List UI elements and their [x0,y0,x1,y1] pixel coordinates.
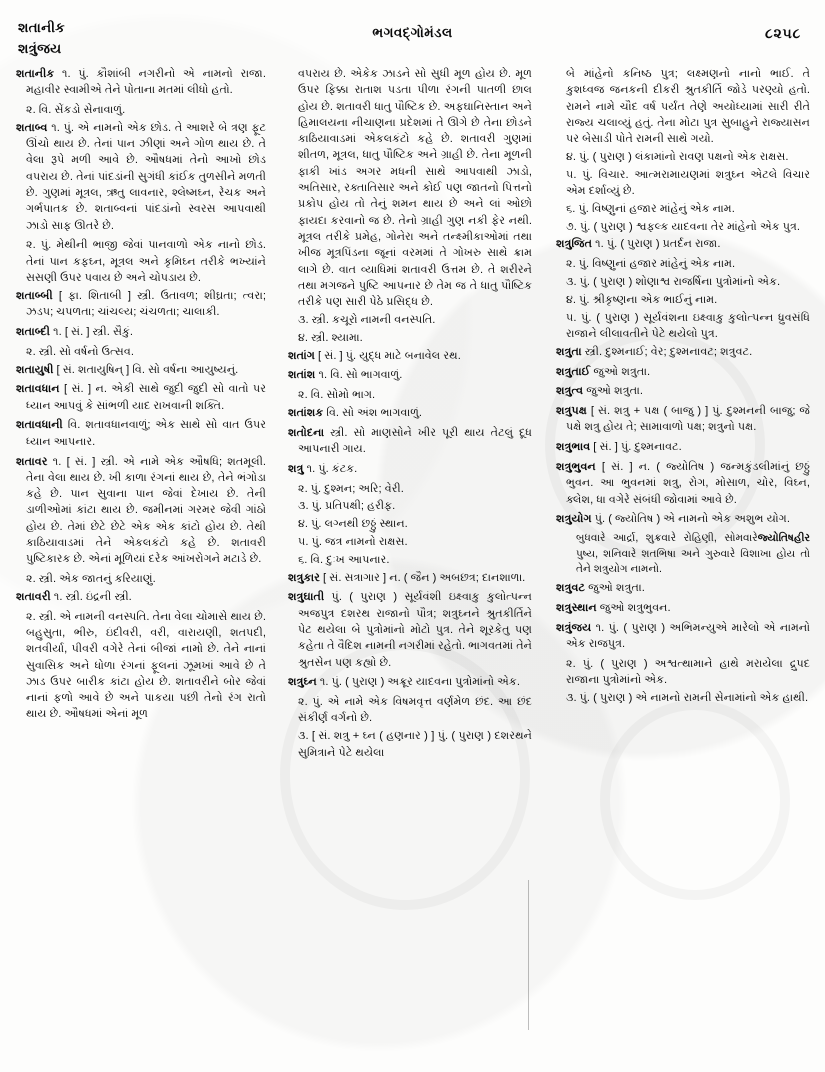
entry-headword: શત્રુસ્થાન [556,602,597,615]
entry-sense-text: ૨. સ્ત્રી. સો વર્ષનો ઉત્સવ. [26,345,134,358]
column-separator-rule [528,880,529,1030]
entry-sense [556,256,810,272]
dictionary-entry [556,383,810,399]
dictionary-entry [556,236,810,252]
dictionary-entry [556,459,810,508]
entry-sense-text: ૫. પું. જત્ર નામનો રાક્ષસ. [298,536,408,549]
continued-text-body: વપરાય છે. એકેક ઝાડને સો સુધી મૂળ હોય છે. મૂળ ઉપર ફિક્કા રાતાશ પડતા પીળા રંગની પાતળી છાલ હોય છે. શતાવરી ધાતુ પૌષ્ટિક છે. અફઘાનિસ્તાન અને હિમાલયના નીચાણના પ્રદેશમાં તે ઊગે છે તેના છોડને કાઠિયાવાડમાં એકલકંટો કહે છે. શતાવરી ગુણમાં શીતળ, મૂત્રલ, ધાતુ પૌષ્ટિક અને ગ્રાહી છે. તેના મૂળની ફાકી ખાંડ અગર મધની સાથે આપવાથી ઝાડો, અતિસાર, રક્તાતિસાર અને કોઈ પણ જાતનો પિત્તનો પ્રકોપ હોય તો તેનું શમન થાય છે અને લાં ઓછો ફાયદા કરવાનો જ છે. તેનો ગ્રાહી ગુણ નકી ફેર નથી. મૂત્રલ તરીકે પ્રમેહ, ગોનેરા અને તન્ક્ષ્મીકાઓમાં તથા ખીજ મૂત્રપિંડના જૂનાં વરમમાં તે ગોખરુ સાથે ક્રામ લાગે છે. વાત વ્યાધિમાં શતાવરી ઉત્તમ છે. તે શરીરને તથા મગજને પુષ્ટિ આપનાર છે તેમ જ તે ધાતુ પૌષ્ટિક તરીકે પણ સારી પેઠે પ્રસિદ્ધ છે. [298,68,532,309]
dictionary-entry [16,66,266,99]
entry-definition: પું. ( પુરાણ ) સૂર્યવંશી ઇક્ષ્વાકુ કુલોત્પન્ન અજપુત્ર દશરથ રાજાનો પૌત્ર; શત્રુઘ્નને શ્રુતકીર્તિને પેટ થયેલા બે પુત્રોમાંનો મોટો પુત્ર. તેને શૂરકેતુ પણ કહેતા તે વૈદિશ નામની નગરીમાં રહેતો. ભાગવતમાં તેને શ્રુતસેન પણ કહ્યો છે. [298,591,532,669]
running-head [18,18,807,62]
entry-definition: [ સં. ] ન. ( જ્યોતિષ ) જન્મકુંડલીમાંનું છઠ્ઠું ભુવન. આ ભુવનમાં શત્રુ, રોગ, મોસાળ, ચોર, વિઘ્ન, ક્લેશ, ધા વગેરે સંબંધી જોવામાં આવે છે. [566,461,810,506]
entry-definition: ૧. પું. ( પુરાણ ) અક્રૂર યાદવના પુત્રોમાંનો એક. [316,676,520,689]
dictionary-entry [16,417,266,450]
entry-headword: શત્રુતાઈ [556,365,591,378]
entry-headword: શતાવરી [16,590,51,603]
entry-sense [288,534,532,550]
entry-sense-text: ૨. પું. વિષ્ણુનાં હજાર માંહેનું એક નામ. [566,258,736,271]
dictionary-entry [16,381,266,414]
entry-sense-text: ૨. પું. ( પુરાણ ) અશ્વત્થામાને હાથે મરાયેલા દ્રુપદ રાજાના પુત્રોમાંનો એક. [566,658,810,687]
column-2 [278,66,544,1064]
entry-definition: પું. ( જ્યોતિષ ) એ નામનો એક અશુભ યોગ. [591,513,790,526]
entry-definition: ૧. પું. કંટક. [303,462,358,475]
entry-definition: જુઓ શત્રુતા. [583,385,643,398]
entry-headword: શતાવધાની [16,419,63,432]
dictionary-entry [556,600,810,616]
dictionary-entry [556,439,810,455]
entry-definition: ૧. સ્ત્રી. ઇંદ્રની સ્ત્રી. [50,590,132,603]
entry-definition: ૧. વિ. સો ભાગવાળું. [315,369,403,382]
entry-sense-text: ૩. પું. ( પુરાણ ) શોણાશ્વ રાજર્ષિના પુત્રોમાંનો એક. [566,276,781,289]
running-head-left-line1: શતાનીક [18,20,65,35]
entry-definition: વિ. સો અંશ ભાગવાળું. [323,406,423,419]
entry-definition: [ સં. શતાયુષિન્ ] વિ. સો વર્ષના આયુષ્યનું. [53,363,239,376]
entry-sense-text: ૨. સ્ત્રી. એક જાતનું કરિયાણું. [26,573,156,586]
entry-sense-text: ૪. પું. લગ્નથી છઠ્ઠું સ્થાન. [298,518,408,531]
entry-sense [556,292,810,308]
entry-sense-text: ૨. પું. દુશ્મન; અરિ; વેરી. [298,482,404,495]
entry-sense-text: ૩. સ્ત્રી. કચૂરો નામની વનસ્પતિ. [298,313,436,326]
dictionary-entry [556,344,810,360]
entry-sense [288,694,532,727]
dictionary-entry [16,120,266,234]
entry-quotation [556,531,810,577]
entry-headword: શતાંશ [288,369,316,382]
entry-headword: શતાંશક [288,406,324,419]
text-columns [16,66,813,1064]
dictionary-entry [288,367,532,383]
entry-headword: શતાંગ [288,349,315,362]
entry-headword: શત્રુતા [556,345,582,358]
entry-headword: શત્રુંજય [556,622,592,635]
quotation-text: બુધવારે આર્દ્રા, શુક્રવારે રોહિણી, સોમવારે પુષ્ય, શનિવારે શતભિષા અને ગુરુવારે વિશાખા હોય તો તેને શત્રુયોગ નામનો. [576,532,810,576]
entry-sense [288,728,532,761]
page-number: ૮૨૫૮ [764,25,801,41]
entry-headword: શતાવધાન [16,383,60,396]
dictionary-entry [288,348,532,364]
entry-sense-text: ૪. પું. શ્રીકૃષ્ણના એક ભાઈનું નામ. [566,293,718,306]
entry-sense [16,237,266,286]
entry-headword: શત્રુત્વ [556,385,584,398]
entry-sense-text: ૪. પું. ( પુરાણ ) લંકામાંનો રાવણ પક્ષનો એક રાક્ષસ. [566,150,789,163]
dictionary-entry [16,454,266,568]
entry-headword: શતાબ્દી [16,325,51,338]
dictionary-entry [288,589,532,670]
entry-headword: શતાયુષી [16,363,54,376]
entry-sense-text: ૨. વિ. સોમો ભાગ. [298,389,376,402]
entry-headword: શત્રુપક્ષ [556,405,587,418]
entry-headword: શત્રુ [288,462,304,475]
entry-definition: [ સં. ] પું. યુદ્ધ માટે બનાવેલ રથ. [314,349,461,362]
dictionary-entry [16,288,266,321]
dictionary-entry [288,405,532,421]
book-title: ભગવદ્‌ગોમંડલ [372,25,453,40]
dictionary-entry [556,580,810,596]
entry-definition: [ ફા. શિતાબી ] સ્ત્રી. ઉતાવળ; શીઘ્રતા; ત્વરા; ઝડપ; ચપળતા; ચાંચલ્ય; ચંચળતા; ચાલાકી. [26,289,266,319]
entry-definition: ૧. [ સં. ] સ્ત્રી. એ નામે એક ઔષધિ; શતમૂલી. તેના વેલા થાય છે. ખી કાળા રંગનાં થાય છે, તેને ભંગોડા કહે છે. પાન સુવાના પાન જેવાં દેખાય છે. તેની ડાળીઓમાં કાંટા થાય છે. જમીનમાં ગરમર જેવી ગાંઠો હોય છે. તેમાં છેટે છેટે એક એક કાંટો હોય છે. તેથી કાઠિયાવાડમાં તેને એકલકંટો કહે છે. શતાવરી પુષ્ટિકારક છે. એનાં મૂળિયાં દરેક આંખરોગને મટાડે છે. [26,455,266,566]
entry-headword: શત્રુભુવન [556,461,596,474]
entry-headword: શતાનીક [16,68,55,80]
entry-headword: શત્રુઘ્ન [288,676,317,689]
entry-headword: શત્રુવટ [556,582,585,595]
continued-text [288,66,532,310]
entry-sense [16,344,266,360]
entry-sense [16,571,266,587]
entry-sense [556,149,810,165]
entry-headword: શતાવર [16,455,48,468]
entry-definition: જુઓ શત્રુભુવન. [596,602,671,615]
entry-headword: શત્રુયોગ [556,513,592,526]
entry-sense [556,274,810,290]
dictionary-entry [556,403,810,436]
entry-sense-text: ૪. સ્ત્રી. શ્યામા. [298,331,363,344]
entry-definition: વિ. શતાવધાનવાળું; એક સાથે સો વાત ઉપર ધ્યાન આપનાર. [26,419,266,448]
dictionary-entry [556,511,810,527]
entry-headword: શતાબ્વ [16,121,48,134]
entry-sense [556,690,810,706]
entry-definition: ૧. પું. એ નામનો એક છોડ. તે આશરે બે ત્રણ ફૂટ ઊંચો થાય છે. તેનાં પાન ઝીણાં અને ગોળ થાય છે. તે વેલા રૂપે મળી આવે છે. ઔષધમાં તેનો આખો છોડ વપરાય છે. તેનાં પાંદડાંની સુગંધી કાંઈક તુળસીને મળતી છે. ગુણમાં મૂત્રલ, ઋતુ લાવનાર, શ્લેષ્મઘ્ન, રેચક અને ગર્ભપાતક છે. શતાબ્વનાં પાંદડાંનો સ્વરસ આપવાથી ઝાડો સાફ ઊતરે છે. [26,121,266,232]
entry-definition: સ્ત્રી. સો માણસોને ખીર પૂરી થાય તેટલું દૂધ આપનારી ગાય. [298,426,532,456]
entry-headword: શત્રુભાવ [556,441,591,454]
entry-sense-text: ૨. પું. એ નામે એક વિષમવૃત્ત વર્ણમેળ છંદ. આ છંદ સંકીર્ણ વર્ગનો છે. [298,696,532,725]
entry-headword: શતાબ્બી [16,289,53,302]
dictionary-entry [16,362,266,378]
entry-headword: શત્રુઘાતી [288,591,325,604]
entry-sense-text: ૬. વિ. દુઃખ આપનાર. [298,553,390,566]
entry-sense [556,201,810,217]
entry-definition: [ સં. ] ન. એકી સાથે જુદી જુદી સો વાતો પર ધ્યાન આપવું કે સાંભળી યાદ રાખવાની શક્તિ. [26,383,266,412]
entry-sense-text: ૩. [ સં. શત્રુ + ઘ્ન ( હણનાર ) ] પું. ( પુરાણ ) દશરથને સુમિત્રાને પેટે થયેલા [298,730,532,759]
continued-text-body: બે માંહેનો કનિષ્ઠ પુત્ર; લક્ષ્મણનો નાનો ભાઈ. તે કુશધ્વજ જનકની દીકરી શ્રુતકીર્તિ જોડે પરણ્યો હતો. રામને નામે ચૌદ વર્ષ પર્યંત તેણે અયોધ્યામાં સારી રીતે રાજ્ય ચલાવ્યું હતું. તેના મોટા પુત્ર સુબાહુને રાજ્યાસન પર બેસાડી પોતે રામની સાથે ગયો. [566,68,810,146]
entry-sense [556,167,810,200]
entry-sense-text: ૨. વિ. સેંકડો સેનાવાળું. [26,104,126,117]
entry-definition: [ સં. શત્રુ + પક્ષ ( બાજુ ) ] પું. દુશ્મનની બાજુ; જે પક્ષે શત્રુ હોય તે; સામાવાળો પક્ષ; શત્રુનો પક્ષ. [566,405,810,434]
entry-sense-text: ૫. પું. વિચાર. આત્મરામાયણમાં શત્રુઘ્ન એટલે વિચાર એમ દર્શાવ્યું છે. [566,168,810,198]
entry-sense-text: ૫. પું. ( પુરાણ ) સૂર્યવંશના ઇક્ષ્વાકુ કુલોત્પન્ન ધ્રુવસંધિ રાજાને લીલાવતીને પેટે થયેલો પુત્ર. [566,311,810,340]
entry-definition: ૧. પું. કૌશાંબી નગરીનો એ નામનો રાજા. મહાવીર સ્વામીએ તેને પોતાના મતમાં લીધો હતો. [26,68,266,97]
running-head-left-line2: શત્રુંજય [18,40,62,56]
entry-sense [288,516,532,532]
dictionary-entry [288,570,532,586]
quotation-attribution: જ્યોતિષહીર [757,532,810,545]
entry-sense [288,312,532,328]
entry-sense [288,387,532,403]
entry-definition: ૧. પું. ( પુરાણ ) અભિમન્યુએ મારેલો એ નામનો એક રાજપુત્ર. [566,622,810,651]
entry-sense-text: ૭. પું. ( પુરાણ ) શ્વફલ્ક યાદવના તેર માંહેનો એક પુત્ર. [566,220,801,233]
dictionary-entry [16,324,266,340]
column-1 [16,66,278,1064]
dictionary-entry [288,425,532,458]
entry-sense [288,330,532,346]
entry-headword: શત્રુકાર [288,571,320,584]
dictionary-entry [556,364,810,380]
entry-definition: ૧. પું. ( પુરાણ ) પ્રતર્દન રાજા. [592,238,721,251]
entry-sense [288,481,532,497]
dictionary-entry [288,461,532,477]
entry-definition: ૧. [ સં. ] સ્ત્રી. સૈકું. [50,325,134,338]
continued-text [556,66,810,147]
entry-headword: શતોદના [288,426,325,439]
entry-definition: [ સં. ] પું. દુશ્મનાવટ. [590,441,682,454]
entry-definition: જુઓ શત્રુતા. [585,582,645,595]
entry-sense [16,609,266,723]
entry-sense [556,656,810,689]
entry-sense-text: ૨. પું. મેથીની ભાજી જેવાં પાનવાળો એક નાનો છોડ. તેનાં પાન કફઘ્ન, મૂત્રલ અને કૃમિઘ્ન તરીકે ભખ્યાંને સસણી ઉપર પવાય છે અને ચોપડાય છે. [26,239,266,285]
entry-sense [16,102,266,118]
column-3 [544,66,810,1064]
dictionary-entry [288,674,532,690]
entry-sense-text: ૩. પું. ( પુરાણ ) એ નામનો રામની સેનામાંનો એક હાથી. [566,692,809,705]
entry-sense-text: ૨. સ્ત્રી. એ નામની વનસ્પતિ. તેના વેલા ચોમાસે થાય છે. બહુસુતા, ભીરુ, ઇંદીવરી, વરી, વારાયણી, શતપદી, શતવીર્યા, પીવરી વગેરે તેનાં બીજાં નામો છે. તેને નાનાં સુવાસિક અને ધોળા રંગનાં ફૂલનાં ઝૂમખાં આવે છે તે ઝાડ ઉપર બારીક કાંટા હોય છે. શતાવરીને બોર જેવાં નાનાં ફળો આવે છે અને પાકયા પછી તેનો રંગ રાતો થાય છે. ઔષધમાં એનાં મૂળ [26,610,266,721]
entry-definition: સ્ત્રી. દુશ્મનાઈ; વેર; દુશ્મનાવટ; શત્રુવટ. [581,345,753,358]
entry-sense [556,219,810,235]
entry-sense-text: ૬. પું. વિષ્ણુનાં હજાર માંહેનું એક નામ. [566,202,735,215]
dictionary-entry [556,620,810,653]
entry-sense [288,552,532,568]
entry-definition: [ સં. સત્રાગાર ] ન. ( જૈન ) અબછત્ર; દાનશાળા. [319,571,526,584]
dictionary-entry [16,589,266,605]
entry-sense [288,498,532,514]
entry-definition: જુઓ શત્રુતા. [590,365,651,378]
entry-headword: શત્રુજિત [556,238,593,251]
entry-sense [556,310,810,343]
entry-sense-text: ૩. પું. પ્રતિપક્ષી; હરીફ. [298,500,396,513]
